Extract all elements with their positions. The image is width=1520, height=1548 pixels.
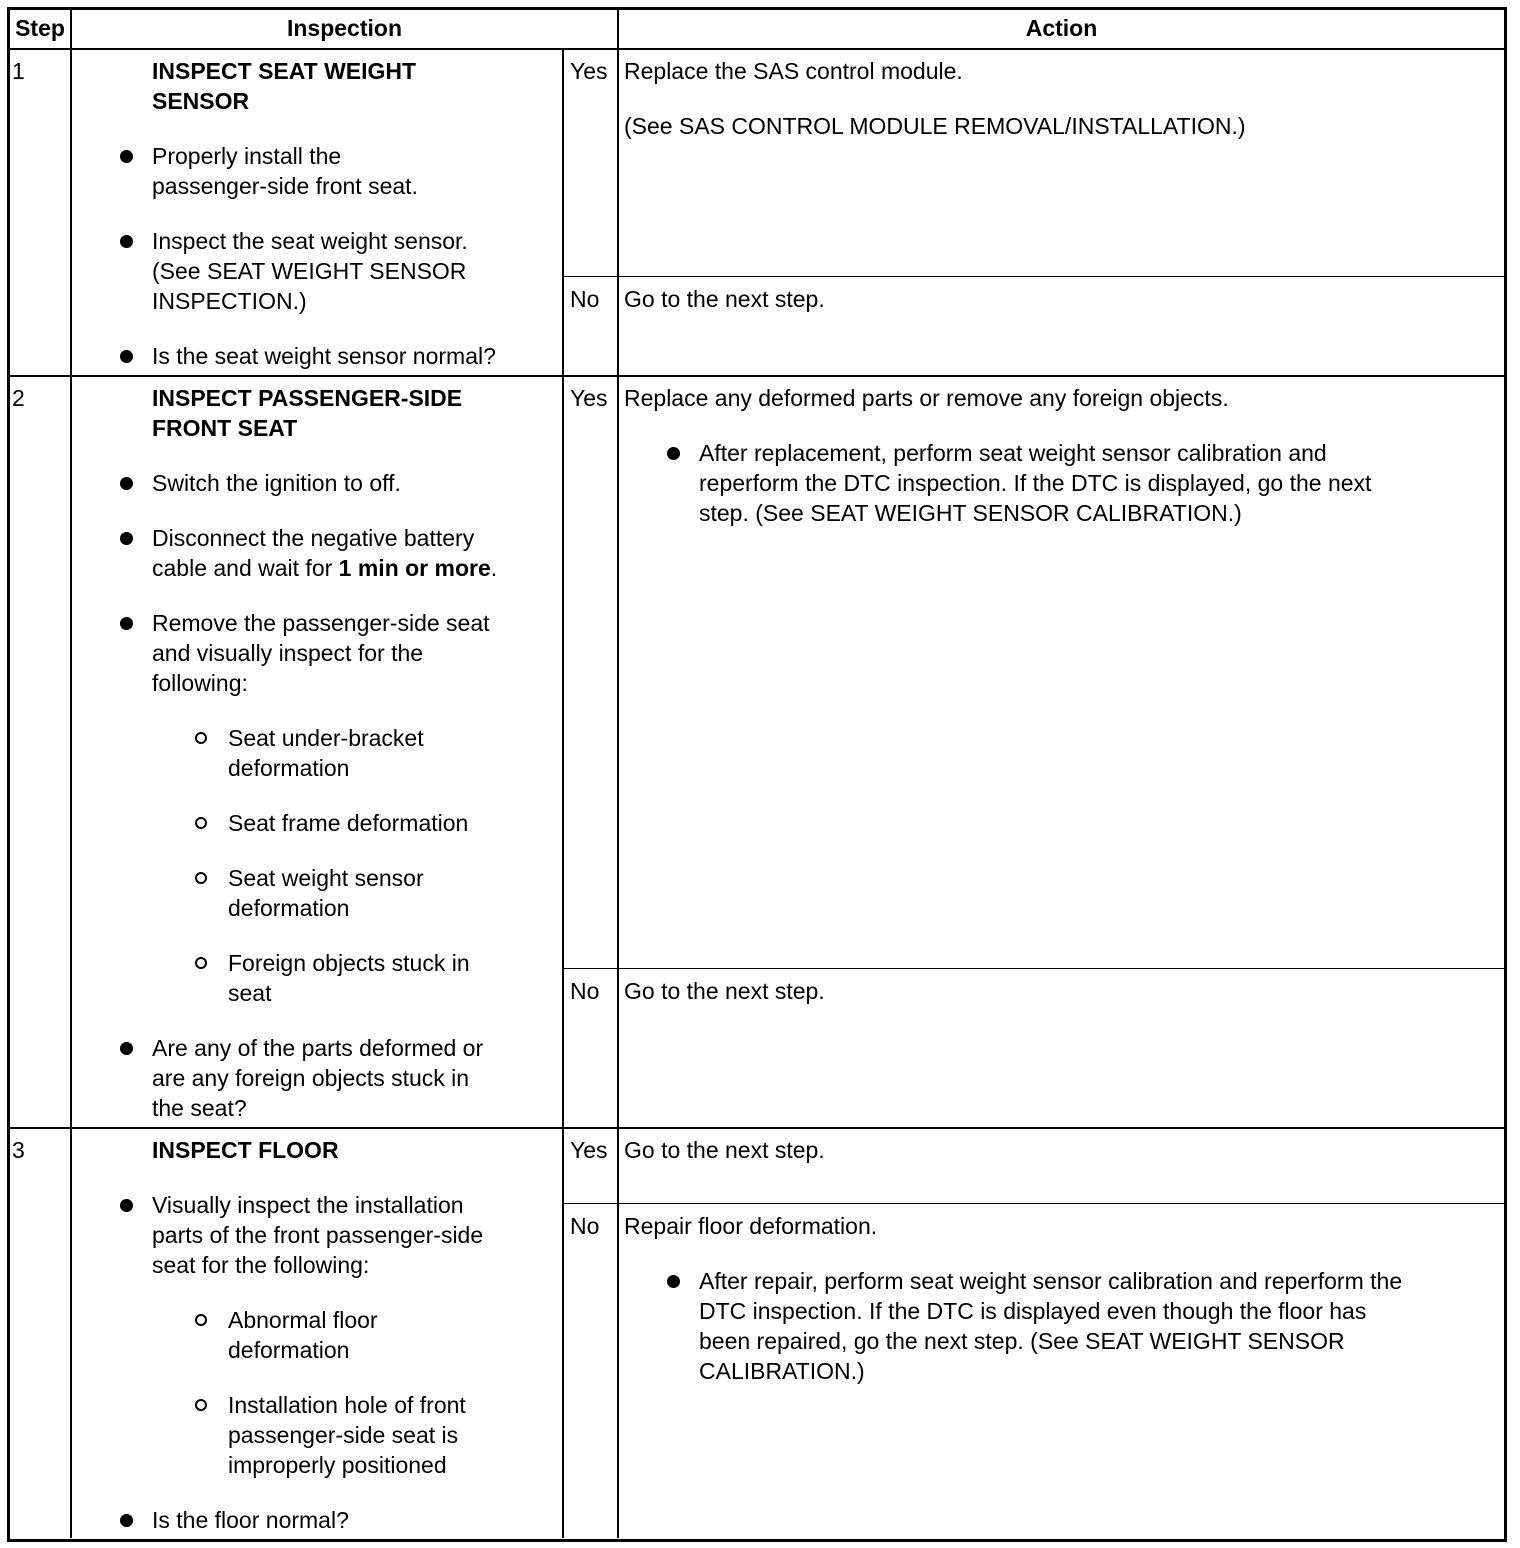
row-divider [8,375,1506,377]
inspection-text: INSPECTION.) [152,288,307,314]
answer-yes: Yes [570,1137,608,1163]
step-number: 2 [12,385,25,411]
inspection-text: Remove the passenger-side seat [152,610,490,636]
step-title: INSPECT FLOOR [152,1137,339,1163]
bullet-icon [667,1275,680,1288]
inspection-text-part: . [490,555,498,581]
inspection-question: Is the seat weight sensor normal? [152,343,496,369]
answer-no: No [570,1213,600,1239]
action-text: DTC inspection. If the DTC is displayed even though the floor has [699,1298,1367,1324]
inspection-question: the seat? [152,1095,247,1121]
step-title: SENSOR [152,88,250,114]
inspection-question: Are any of the parts deformed or [152,1035,484,1061]
inspection-subtext: seat [228,980,272,1006]
bullet-icon [120,1199,133,1212]
step-title: INSPECT SEAT WEIGHT [152,58,417,84]
action-text: step. (See SEAT WEIGHT SENSOR CALIBRATION.) [699,500,1242,526]
answer-column-divider [562,48,564,1538]
inspection-subtext: deformation [228,1337,350,1363]
yes-no-divider [563,276,1506,277]
header-divider [8,48,1506,50]
header-inspection: Inspection [286,15,402,41]
inspection-text: and visually inspect for the [152,640,424,666]
action-text: Repair floor deformation. [624,1213,878,1239]
bullet-icon [120,1042,133,1055]
action-text: Replace any deformed parts or remove any foreign objects. [624,385,1229,411]
bullet-icon [120,235,133,248]
step-column-divider [70,8,72,1538]
inspection-text: following: [152,670,248,696]
inspection-question: Is the floor normal? [152,1507,349,1533]
inspection-subtext: Installation hole of front [228,1392,466,1418]
inspection-subtext: deformation [228,755,350,781]
inspection-subtext: improperly positioned [228,1452,447,1478]
inspection-question: are any foreign objects stuck in [152,1065,470,1091]
bullet-icon [120,477,133,490]
step-number: 3 [12,1137,25,1163]
inspection-subtext: Seat frame deformation [228,810,469,836]
action-text: After replacement, perform seat weight sensor calibration and [699,440,1327,466]
sub-bullet-icon [195,1314,207,1326]
action-text: been repaired, go the next step. (See SEAT WEIGHT SENSOR [699,1328,1345,1354]
step-number: 1 [12,58,25,84]
inspection-text-part: cable and wait for [152,555,339,581]
action-text: reperform the DTC inspection. If the DTC is displayed, go the next [699,470,1372,496]
action-column-divider [617,8,619,1538]
bullet-icon [120,1514,133,1527]
sub-bullet-icon [195,872,207,884]
bullet-icon [120,617,133,630]
row-divider [8,1127,1506,1129]
emphasis-duration: 1 min or more [338,555,491,581]
inspection-text: Properly install the [152,143,342,169]
inspection-text [152,553,497,583]
action-text: Go to the next step. [624,1137,825,1163]
answer-yes: Yes [570,385,608,411]
inspection-subtext: Abnormal floor [228,1307,378,1333]
step-title: INSPECT PASSENGER-SIDE [152,385,463,411]
action-text: After repair, perform seat weight sensor calibration and reperform the [699,1268,1403,1294]
yes-no-divider [563,968,1506,969]
inspection-text: Inspect the seat weight sensor. [152,228,468,254]
action-text: CALIBRATION.) [699,1358,865,1384]
action-text: Replace the SAS control module. [624,58,963,84]
inspection-text: seat for the following: [152,1252,370,1278]
inspection-text: (See SEAT WEIGHT SENSOR [152,258,467,284]
bullet-icon [120,532,133,545]
sub-bullet-icon [195,817,207,829]
answer-no: No [570,286,600,312]
step-title: FRONT SEAT [152,415,298,441]
header-action: Action [1025,15,1098,41]
sub-bullet-icon [195,732,207,744]
inspection-text: Visually inspect the installation [152,1192,464,1218]
answer-no: No [570,978,600,1004]
sub-bullet-icon [195,957,207,969]
inspection-subtext: passenger-side seat is [228,1422,459,1448]
bullet-icon [120,150,133,163]
bullet-icon [667,447,680,460]
action-text: Go to the next step. [624,978,825,1004]
inspection-subtext: deformation [228,895,350,921]
bullet-icon [120,350,133,363]
inspection-text: Switch the ignition to off. [152,470,401,496]
sub-bullet-icon [195,1399,207,1411]
yes-no-divider [563,1203,1506,1204]
answer-yes: Yes [570,58,608,84]
inspection-text: passenger-side front seat. [152,173,418,199]
inspection-subtext: Seat under-bracket [228,725,424,751]
header-step: Step [15,15,65,41]
inspection-subtext: Foreign objects stuck in [228,950,470,976]
inspection-text: parts of the front passenger-side [152,1222,484,1248]
inspection-subtext: Seat weight sensor [228,865,424,891]
action-text: Go to the next step. [624,286,825,312]
action-text: (See SAS CONTROL MODULE REMOVAL/INSTALLATION.) [624,113,1246,139]
inspection-text: Disconnect the negative battery [152,525,475,551]
